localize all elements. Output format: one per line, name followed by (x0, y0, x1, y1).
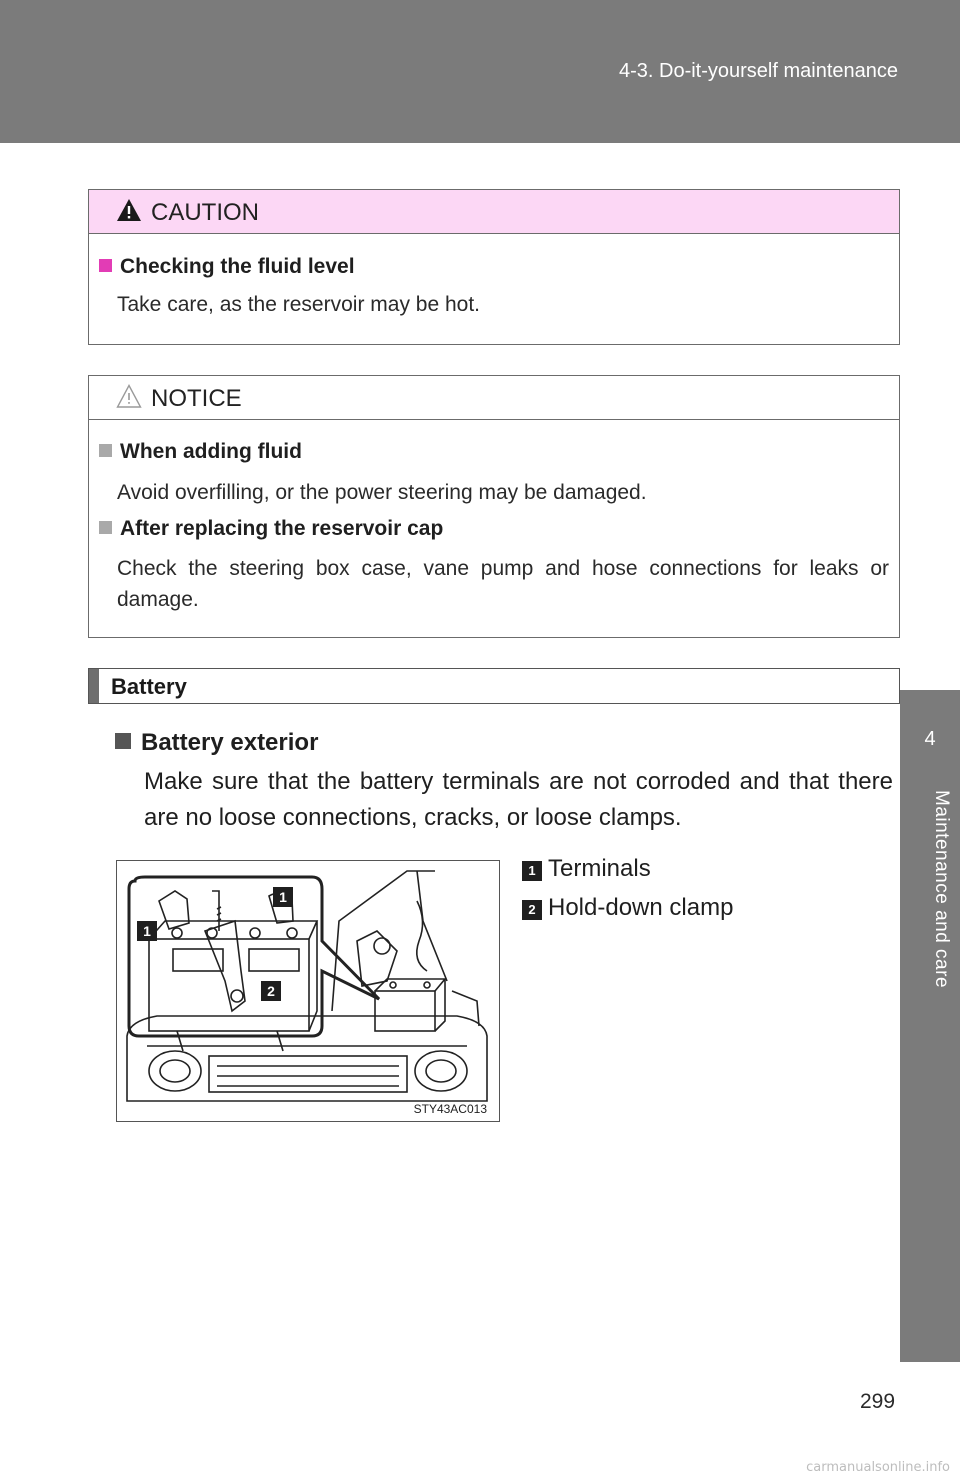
page-header (0, 0, 960, 143)
bullet-square-icon (115, 733, 131, 749)
svg-text:2: 2 (267, 983, 275, 999)
caution-box (88, 189, 900, 345)
chapter-tab[interactable] (900, 690, 960, 1362)
engine-bay-drawing (117, 861, 499, 1121)
svg-text:1: 1 (279, 889, 287, 905)
svg-text:1: 1 (143, 923, 151, 939)
legend-badge: 2 (522, 900, 542, 920)
figure-code: STY43AC013 (413, 1102, 487, 1116)
section-heading-bar (88, 668, 900, 704)
section-heading: Battery (111, 674, 187, 699)
callout-badge (273, 887, 293, 907)
notice-item-heading: When adding fluid (99, 440, 302, 464)
callout-badge (261, 981, 281, 1001)
chapter-number: 4 (924, 728, 936, 750)
heading-marker (89, 669, 99, 703)
bullet-square-icon (99, 444, 112, 457)
notice-box (88, 375, 900, 638)
notice-warning-icon (116, 383, 142, 409)
section-title: 4-3. Do-it-yourself maintenance (618, 60, 898, 82)
notice-item-heading: After replacing the reservoir cap (99, 517, 443, 541)
caution-header (89, 190, 899, 234)
chapter-label: Maintenance and care (931, 790, 952, 989)
legend-label: Hold-down clamp (548, 894, 734, 921)
notice-header (89, 376, 899, 420)
subheading: Battery exterior (115, 729, 318, 757)
caution-item-text: Take care, as the reservoir may be hot. (117, 293, 480, 316)
caution-title: CAUTION (151, 199, 259, 226)
legend-label: Terminals (548, 855, 651, 882)
watermark: carmanualsonline.info (806, 1460, 950, 1475)
legend-item (522, 855, 651, 883)
caution-item-heading: Checking the fluid level (99, 255, 355, 279)
page-number: 299 (860, 1390, 896, 1413)
notice-item-text: Avoid overfilling, or the power steering may be damaged. (117, 481, 647, 504)
bullet-square-icon (99, 521, 112, 534)
battery-illustration (116, 860, 500, 1122)
legend-item (522, 894, 733, 922)
body-paragraph: Make sure that the battery terminals are not corroded and that there are no loose connections, cracks, or loose clamps. (144, 768, 893, 831)
warning-icon (116, 197, 142, 223)
bullet-square-icon (99, 259, 112, 272)
legend-badge: 1 (522, 861, 542, 881)
notice-item-text: Check the steering box case, vane pump and hose connections for leaks or damage. (117, 557, 889, 611)
notice-title: NOTICE (151, 385, 242, 412)
callout-badge (137, 921, 157, 941)
